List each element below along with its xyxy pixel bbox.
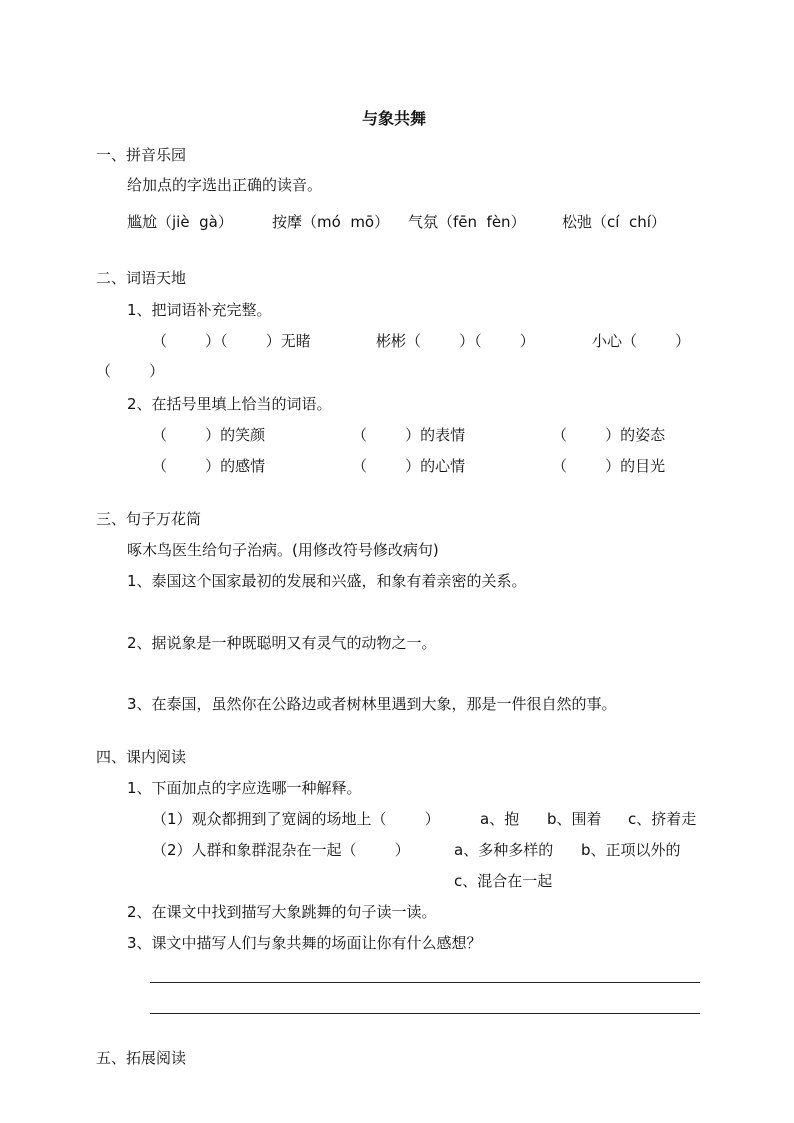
fill-blank-item: （ ） [96, 362, 165, 380]
section-3-heading: 三、句子万花筒 [96, 510, 202, 528]
section-1-heading: 一、拼音乐园 [96, 146, 187, 164]
choice-item-text: （2）人群和象群混杂在一起（ ） [152, 841, 410, 859]
section-5-heading: 五、拓展阅读 [96, 1049, 187, 1067]
question-label: 2、在括号里填上恰当的词语。 [127, 395, 332, 413]
fill-blank-item: （ ）的姿态 [552, 426, 666, 444]
sentence-item: 2、据说象是一种既聪明又有灵气的动物之一。 [127, 634, 437, 652]
fill-blank-item: 彬彬（ ）（ ） [376, 332, 535, 350]
pinyin-item: 松弛（cí chí） [562, 213, 666, 231]
pinyin-item: 尴尬（jiè gà） [127, 213, 233, 231]
choice-option: b、正项以外的 [581, 841, 681, 859]
sentence-item: 1、泰国这个国家最初的发展和兴盛，和象有着亲密的关系。 [127, 572, 527, 590]
section-3-instruction: 啄木鸟医生给句子治病。(用修改符号修改病句) [127, 541, 439, 559]
fill-blank-item: （ ）的感情 [152, 457, 266, 475]
question-label: 3、课文中描写人们与象共舞的场面让你有什么感想？ [127, 934, 482, 952]
fill-blank-item: （ ）的表情 [352, 426, 466, 444]
fill-blank-item: （ ）的目光 [552, 457, 666, 475]
fill-blank-item: （ ）的心情 [352, 457, 466, 475]
section-1-instruction: 给加点的字选出正确的读音。 [127, 176, 323, 194]
choice-option: a、抱 [480, 810, 520, 828]
answer-line[interactable] [150, 982, 700, 983]
question-label: 1、把词语补充完整。 [127, 301, 272, 319]
pinyin-item: 气氛（fēn fèn） [408, 213, 526, 231]
fill-blank-item: （ ）（ ）无睹 [152, 332, 311, 350]
pinyin-item: 按摩（mó mō） [272, 213, 390, 231]
sentence-item: 3、在泰国，虽然你在公路边或者树林里遇到大象，那是一件很自然的事。 [127, 695, 617, 713]
choice-option: a、多种多样的 [454, 841, 554, 859]
page-title: 与象共舞 [362, 109, 427, 128]
fill-blank-item: 小心（ ） [592, 332, 691, 350]
question-label: 1、下面加点的字应选哪一种解释。 [127, 779, 362, 797]
question-label: 2、在课文中找到描写大象跳舞的句子读一读。 [127, 903, 437, 921]
fill-blank-item: （ ）的笑颜 [152, 426, 266, 444]
section-4-heading: 四、课内阅读 [96, 748, 187, 766]
choice-option: c、混合在一起 [454, 872, 553, 890]
choice-item-text: （1）观众都拥到了宽阔的场地上（ ） [152, 810, 440, 828]
choice-option: c、挤着走 [628, 810, 697, 828]
section-2-heading: 二、词语天地 [96, 269, 187, 287]
answer-line[interactable] [150, 1013, 700, 1014]
choice-option: b、围着 [547, 810, 602, 828]
